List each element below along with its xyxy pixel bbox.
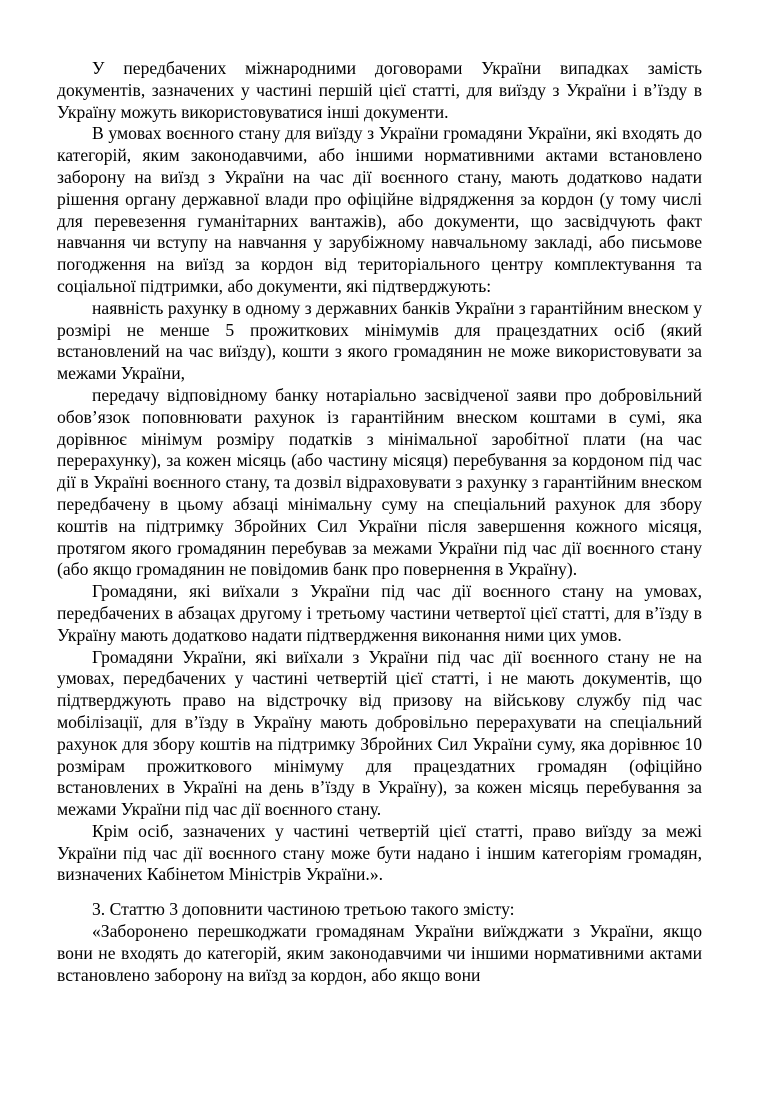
paragraph-article-3-amendment: 3. Статтю 3 доповнити частиною третьою такого змісту: xyxy=(92,899,515,920)
paragraph-return-confirmation: Громадяни, які виїхали з України під час дії воєнного стану на умовах, передбачених в абзацах другому і третьому частини четвертої цієї статті, для в’їзду в Україну мають додатково надати підтвердження виконання ними цих умов. xyxy=(57,581,702,645)
paragraph-martial-law-exit-conditions: В умовах воєнного стану для виїзду з України громадяни України, які входять до категорій, яким законодавчими, або іншими нормативними актами встановлено заборону на виїзд з України на час дії воєнного стану, мають додатково надати рішення органу державної влади про офіційне відрядження за кордон (у тому числі для перевезення гуманітарних вантажів), або документи, що засвідчують факт навчання чи вступу на навчання у зарубіжному навчальному закладі, або письмове погодження на виїзд за кордон від територіального центру комплектування та соціальної підтримки, або документи, які підтверджують: xyxy=(57,123,702,296)
paragraph-bank-account-guarantee: наявність рахунку в одному з державних банків України з гарантійним внеском у розмірі не менше 5 прожиткових мінімумів для працездатних осіб (який встановлений на час виїзду), кошти з якого громадянин не може використовувати за межами України, xyxy=(57,297,702,384)
paragraph-other-categories: Крім осіб, зазначених у частині четвертій цієї статті, право виїзду за межі України під час дії воєнного стану може бути надано і іншим категоріям громадян, визначених Кабінетом Міністрів України.». xyxy=(57,820,702,885)
paragraph-notarized-statement: передачу відповідному банку нотаріально засвідченої заяви про добровільний обов’язок поповнювати рахунок із гарантійним внеском коштами в сумі, яка дорівнює мінімум розміру податків з мінімальної заробітної плати (на час перерахунку), за кожен місяць (або частину місяця) перебування за кордоном під час дії в Україні воєнного стану, та дозвіл відраховувати з рахунку з гарантійним внеском передбачену в цьому абзаці мінімальну суму на спеціальний рахунок для збору коштів на підтримку Збройних Сил України після завершення кожного місяця, протягом якого громадянин перебував за межами України під час дії воєнного стану (або якщо громадянин не повідомив банк про повернення в Україну). xyxy=(57,384,702,580)
paragraph-prohibition-obstruction: «Заборонено перешкоджати громадянам України виїжджати з України, якщо вони не входять до категорій, яким законодавчими чи іншими нормативними актами встановлено заборону на виїзд за кордон, або якщо вони xyxy=(57,921,702,985)
paragraph-voluntary-transfer: Громадяни України, які виїхали з України під час дії воєнного стану не на умовах, передбачених у частині четвертій цієї статті, і не мають документів, що підтверджують право на відстрочку від призову на військову службу під час мобілізації, для в’їзду в Україну мають добровільно перерахувати на спеціальний рахунок для збору коштів на підтримку Збройних Сил України суму, яка дорівнює 10 розмірам прожиткового мінімуму для працездатних громадян (офіційно встановлених в Україні на день в’їзду в Україну), за кожен місяць перебування за межами України під час дії воєнного стану. xyxy=(57,646,702,820)
paragraph-other-documents: У передбачених міжнародними договорами України випадках замість документів, зазначених у частині першій цієї статті, для виїзду з України і в’їзду в Україну можуть використовуватися інші документи. xyxy=(57,58,702,122)
